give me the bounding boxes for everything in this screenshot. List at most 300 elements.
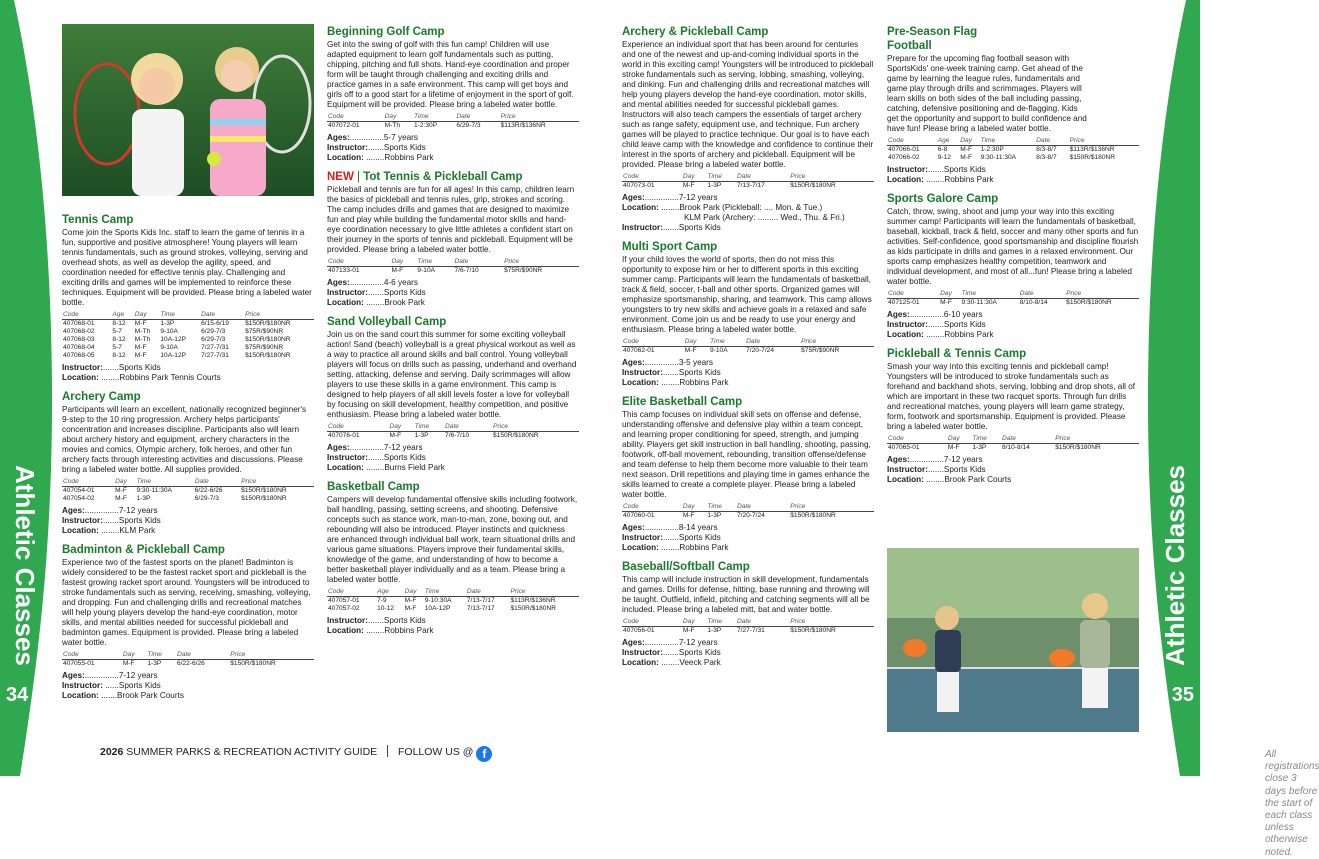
schedule-header-cell: Day: [390, 258, 416, 267]
schedule-table: [622, 618, 874, 635]
schedule-cell: 407057-02: [328, 605, 360, 613]
schedule-cell: 9-12: [937, 154, 951, 162]
right-column-1: [622, 18, 874, 668]
pickleball-kids-photo: [887, 548, 1139, 732]
schedule-cell: 9:30-11:30A: [961, 299, 997, 307]
schedule-header-cell: Price: [510, 588, 579, 597]
class-description: This camp focuses on individual skill sets on offense and defense, understanding offensive and defensive play within a team concept, and learning proper conditioning for speed, strength, and jumping ability. Players get skill instruction in ball handling, shooting, passing, footwork, off-ball movement, rebounding, transition offense/defense and team defense to help them become more valuable to their team next season. Drill repetitions and playing time in games enhance the skills learned to create a complete player. Please bring a labeled water bottle.: [622, 410, 871, 500]
schedule-header-cell: Age: [111, 311, 133, 320]
schedule-cell: $150R/$180NR: [241, 495, 287, 503]
schedule-table: [887, 137, 1139, 162]
schedule-cell: M-F: [682, 182, 695, 190]
location-line: Location: ........Robbins Park: [327, 153, 434, 163]
schedule-row: [887, 444, 1139, 453]
class-title: Badminton & Pickleball Camp: [62, 544, 225, 557]
schedule-header-cell: Price: [244, 311, 314, 320]
schedule-cell: 9:30-11:30A: [980, 154, 1017, 162]
schedule-header-cell: Day: [682, 618, 707, 627]
schedule-cell: 407066-01: [888, 146, 920, 154]
ages-line: Ages:...............7-12 years: [62, 671, 158, 681]
schedule-cell: 8-12: [112, 352, 126, 360]
schedule-header-cell: Day: [947, 435, 972, 444]
schedule-cell: 1-2:30P: [414, 122, 438, 130]
schedule-cell: $150R/$180NR: [1055, 444, 1101, 452]
schedule-cell: 8-12: [112, 336, 126, 344]
schedule-table: [62, 651, 314, 668]
class-description: If your child loves the world of sports, then do not miss this opportunity to expose him or her to different sports in this exciting summer camp. Participants will learn the fundamentals of basketball, track & field, soccer, t-ball and other sports. Organized games will emphasize sportsmanship, sharing, and teamwork. This camp allows youngsters to try new skills and achieve goals in a relaxed and safe environment. Come join us and be ready to use your energy and enthusiasm. Please bring a labeled water bottle.: [622, 255, 872, 335]
class-description: Experience an individual sport that has been around for centuries and one of the newest and up-and-coming individual sports in the world in this exciting camp! Youngsters will be introduced to pickleball stroke fundamentals such as serving, lobbing, smashing, volleying, and dinking. Fun and challenging drills and recreational matches will help young players develop the hand-eye coordination, motor skills, and mental abilities needed for successful pickleball games. Instructors will also teach campers the essentials of target archery such as range safety, equipment use, and technique. Fun archery games will be played to practice technique. Our goal is to have each child leave camp with the knowledge and confidence to continue their interest in the sports of archery and pickleball. Equipment will be provided. Please bring a labeled water bottle.: [622, 40, 874, 170]
schedule-header-cell: Time: [424, 588, 466, 597]
schedule-header-cell: Day: [684, 338, 709, 347]
side-title: Athletic Classes: [1160, 465, 1190, 666]
schedule-row: [622, 347, 874, 356]
schedule-cell: M-F: [682, 512, 695, 520]
class-description: Catch, throw, swing, shoot and jump your way into this exciting summer camp! Participants will learn the fundamentals of basketball, baseball, kickball, track & field, soccer and many other sports and fun activities. Self-confidence, good sportsmanship and discipline flourish as kids participate in drills and games in a relaxed environment. Our sports camp emphasizes healthy competition, teamwork and individual development, and most of all...fun! Please bring a labeled water bottle.: [887, 207, 1139, 287]
schedule-cell: 7-9: [377, 597, 387, 605]
location-line: Location: ........KLM Park: [62, 526, 156, 536]
schedule-cell: 10A-12P: [160, 336, 187, 344]
location-line: Location: ........Burns Field Park: [327, 463, 445, 473]
schedule-cell: $113R/$136NR: [510, 597, 556, 605]
schedule-cell: 9-10A: [160, 344, 178, 352]
class-title: Archery & Pickleball Camp: [622, 26, 769, 38]
footer: [100, 745, 492, 762]
ages-line: Ages:...............7-12 years: [622, 193, 718, 203]
schedule-row: [62, 487, 314, 496]
schedule-cell: 7/13-7/17: [736, 182, 765, 190]
schedule-cell: M-F: [682, 627, 695, 635]
schedule-cell: $75R/$90NR: [245, 328, 284, 336]
schedule-header-cell: Code: [327, 258, 390, 267]
class-title: Basketball Camp: [327, 481, 420, 494]
page-number: 34: [6, 684, 29, 706]
schedule-row: [327, 267, 579, 276]
ages-line: Ages:...............3-5 years: [622, 358, 714, 368]
schedule-header-cell: Code: [327, 423, 388, 432]
schedule-header-cell: Code: [62, 478, 114, 487]
schedule-cell: 407068-02: [63, 328, 95, 336]
instructor-line: Instructor:.......Sports Kids: [887, 320, 986, 330]
schedule-cell: $150R/$180NR: [790, 512, 836, 520]
class-title: Beginning Golf Camp: [327, 26, 445, 38]
schedule-header-cell: Price: [492, 423, 579, 432]
schedule-header-cell: Date: [745, 338, 800, 347]
schedule-header-cell: Day: [682, 503, 707, 512]
schedule-header-cell: Code: [327, 113, 384, 122]
schedule-cell: M-F: [391, 267, 404, 275]
schedule-header-cell: Code: [887, 137, 937, 146]
schedule-header-cell: Code: [622, 173, 682, 182]
schedule-header-cell: Day: [404, 588, 424, 597]
schedule-cell: $150R/$180NR: [230, 660, 276, 668]
schedule-header-row: [62, 651, 314, 660]
schedule-cell: M-F: [134, 320, 147, 328]
schedule-cell: 407066-02: [888, 154, 920, 162]
class-title: Elite Basketball Camp: [622, 396, 743, 409]
schedule-cell: 7/13-7/17: [466, 605, 495, 613]
schedule-cell: 407056-01: [623, 627, 655, 635]
ages-line: Ages:...............7-12 years: [887, 455, 983, 465]
schedule-cell: M-F: [684, 347, 697, 355]
class-description: This camp will include instruction in skill development, fundamentals and games. Drills for defense, hitting, base running and throwing will be taught. Outfield, infield, pitching and catching segments will all be included. Please bring a labeled mitt, bat and water bottle.: [622, 575, 870, 615]
schedule-row: [887, 299, 1139, 308]
schedule-table: [327, 113, 579, 130]
footer-guide: SUMMER PARKS & RECREATION ACTIVITY GUIDE: [126, 746, 378, 758]
left-column-2: [327, 18, 579, 636]
schedule-header-cell: Day: [388, 423, 413, 432]
facebook-icon[interactable]: f: [476, 746, 492, 762]
schedule-cell: 407072-01: [328, 122, 360, 130]
class-description: Participants will learn an excellent, nationally recognized beginner's 9-step to the 10 ring progression. Archery helps participants' concentration and increases discipline. Participants also will learn about archery history and equipment, archery characters in the movies and comics, Olympic archery, folk heroes, and other fun archery facts through interesting activities and discussions. Please bring a labeled water bottle. All supplies provided.: [62, 405, 307, 475]
photo-illustration: [62, 24, 314, 196]
ages-line: Ages:...............7-12 years: [62, 506, 158, 516]
schedule-header-cell: Day: [939, 290, 960, 299]
schedule-cell: 1-3P: [707, 182, 722, 190]
photo-illustration: [887, 548, 1139, 732]
instructor-line: Instructor:.......Sports Kids: [887, 465, 986, 475]
schedule-header-cell: Code: [622, 338, 684, 347]
schedule-cell: $150R/$180NR: [790, 627, 836, 635]
schedule-cell: 407073-01: [623, 182, 655, 190]
schedule-header-cell: Age: [937, 137, 960, 146]
schedule-table: [622, 503, 874, 520]
schedule-row: [62, 344, 314, 352]
schedule-table: [622, 338, 874, 355]
schedule-header-cell: Time: [961, 290, 1019, 299]
schedule-cell: 8/3-8/7: [1036, 154, 1057, 162]
schedule-cell: 407065-01: [888, 444, 920, 452]
schedule-header-cell: Time: [416, 258, 453, 267]
schedule-cell: 6-8: [937, 146, 948, 154]
schedule-header-row: [327, 588, 579, 597]
schedule-header-cell: Price: [789, 503, 874, 512]
instructor-line: Instructor:.......Sports Kids: [327, 453, 426, 463]
schedule-cell: 407054-02: [63, 495, 95, 503]
schedule-cell: 7/27-7/31: [201, 352, 229, 360]
schedule-header-cell: Price: [800, 338, 874, 347]
schedule-row: [327, 597, 579, 606]
schedule-row: [622, 182, 874, 191]
class-description: Smash your way into this exciting tennis and pickleball camp! Youngsters will be introduced to stroke fundamentals such as forehand and backhand shots, serving, lobbing and drop shots, all of which are important in these two racquet sports. Through fun drills and recreational matches, young players will learn game strategy, form, footwork and sportsmanship. Equipment is provided. Please bring a labeled water bottle.: [887, 362, 1136, 432]
schedule-header-cell: Time: [980, 137, 1036, 146]
schedule-cell: 7/27-7/31: [736, 627, 765, 635]
schedule-header-cell: Code: [887, 435, 947, 444]
instructor-line: Instructor:.......Sports Kids: [327, 288, 426, 298]
schedule-cell: 8/10-8/14: [1019, 299, 1048, 307]
schedule-header-cell: Time: [706, 173, 736, 182]
schedule-header-cell: Price: [789, 173, 874, 182]
schedule-cell: 1-3P: [160, 320, 175, 328]
instructor-line: Instructor:.......Sports Kids: [622, 223, 721, 233]
schedule-header-cell: Price: [229, 651, 314, 660]
schedule-cell: 407057-01: [328, 597, 360, 605]
schedule-cell: 7/20-7/24: [746, 347, 774, 355]
class-title: Archery Camp: [62, 391, 141, 404]
schedule-cell: 7/20-7/24: [736, 512, 765, 520]
schedule-row: [622, 512, 874, 521]
schedule-cell: 1-3P: [147, 660, 162, 668]
schedule-cell: 7/27-7/31: [201, 344, 229, 352]
schedule-cell: M-F: [122, 660, 135, 668]
schedule-header-cell: Time: [146, 651, 176, 660]
schedule-header-cell: Code: [622, 618, 682, 627]
schedule-cell: 407068-04: [63, 344, 95, 352]
schedule-header-cell: Date: [736, 173, 789, 182]
instructor-line: Instructor:.......Sports Kids: [62, 516, 161, 526]
schedule-header-cell: Price: [240, 478, 314, 487]
schedule-header-cell: Date: [1001, 435, 1054, 444]
schedule-header-cell: Time: [414, 423, 444, 432]
schedule-row: [62, 336, 314, 344]
class-description: Get into the swing of golf with this fun camp! Children will use adapted equipment to learn golf fundamentals such as putting, chipping, pitching and full shots. Hand-eye coordination and proper form will be taught through challenging and exciting drills and practice games in a safe environment. This camp will get boys and girls off to a good start for a lifetime of enjoyment in the sport of golf. Equipment will be provided. Please bring a labeled water bottle.: [327, 40, 574, 110]
schedule-cell: M-F: [134, 344, 147, 352]
schedule-header-cell: Time: [706, 503, 736, 512]
new-badge: NEW: [327, 171, 354, 184]
schedule-cell: 407054-01: [63, 487, 95, 495]
schedule-cell: 407060-01: [623, 512, 655, 520]
location-line: Location: ........Robbins Park: [622, 378, 729, 388]
schedule-cell: 8/10-8/14: [1001, 444, 1030, 452]
schedule-cell: 1-3P: [136, 495, 151, 503]
schedule-header-cell: Date: [455, 113, 499, 122]
location-line: Location: ........Brook Park: [327, 298, 425, 308]
schedule-header-cell: Price: [503, 258, 579, 267]
schedule-row: [62, 328, 314, 336]
ages-line: Ages:...............7-12 years: [327, 443, 423, 453]
ages-line: Ages:...............4-6 years: [327, 278, 419, 288]
class-title: Sand Volleyball Camp: [327, 316, 447, 329]
schedule-header-cell: Date: [736, 618, 789, 627]
schedule-header-cell: Date: [1019, 290, 1065, 299]
schedule-cell: 9:30-11:30A: [136, 487, 172, 495]
instructor-line: Instructor:.......Sports Kids: [622, 368, 721, 378]
schedule-row: [62, 320, 314, 329]
schedule-row: [327, 122, 579, 131]
class-description: Prepare for the upcoming flag football season with SportsKids' one-week training camp. Get ahead of the game by learning the league rules, fundamentals and game play through drills and scrimmages. Players will learn skills on both sides of the ball including passing, catching, defensive positioning and de-flagging. Kids get the opportunity and support to build confidence and have fun! Please bring a labeled water bottle.: [887, 54, 1087, 134]
schedule-row: [62, 495, 314, 503]
schedule-header-cell: Time: [413, 113, 455, 122]
instructor-line: Instructor:.......Sports Kids: [622, 648, 721, 658]
location-line: Location: ........Brook Park (Pickleball: .... Mon. & Tue.): [622, 203, 823, 213]
schedule-table: [327, 588, 579, 613]
schedule-header-cell: Price: [1069, 137, 1139, 146]
schedule-header-cell: Code: [327, 588, 376, 597]
right-column-2: [887, 18, 1139, 485]
instructor-line: Instructor:.......Sports Kids: [327, 143, 426, 153]
schedule-cell: $150R/$180NR: [245, 352, 291, 360]
schedule-cell: 6/22-6/26: [176, 660, 205, 668]
schedule-header-row: [887, 435, 1139, 444]
class-title: Pickleball & Tennis Camp: [887, 348, 1027, 361]
schedule-header-row: [327, 113, 579, 122]
class-title: NEW | Tot Tennis & Pickleball Camp: [327, 171, 523, 184]
schedule-cell: $113R/$136NR: [1069, 146, 1115, 154]
schedule-header-row: [887, 290, 1139, 299]
instructor-line: Instructor:.......Sports Kids: [327, 616, 426, 626]
class-title: Multi Sport Camp: [622, 241, 718, 254]
class-description: Join us on the sand court this summer for some exciting volleyball action! Sand (beach) volleyball is a great physical workout as well as a way to practice all around skills and ball control. Young volleyball players will focus on drills such as passing, underhand and overhand setting, attacking, defense and serving. Daily scrimmages will allow players to use these skills in a game environment. This camp is designed to help players of all skill levels foster a love for volleyball by focusing on skill development, healthy competition, and positive enthusiasm. Please bring a labeled water bottle.: [327, 330, 577, 420]
schedule-cell: $75R/$90NR: [801, 347, 840, 355]
schedule-cell: M-Th: [384, 122, 401, 130]
schedule-header-cell: Code: [62, 651, 122, 660]
instructor-line: Instructor:.......Sports Kids: [887, 165, 986, 175]
schedule-cell: $150R/$180NR: [790, 182, 836, 190]
schedule-cell: 1-3P: [972, 444, 987, 452]
schedule-cell: 407068-03: [63, 336, 95, 344]
location-line: Location: ........Veeck Park: [622, 658, 721, 668]
location-line: Location: .......Brook Park Courts: [62, 691, 184, 701]
left-column-1: [62, 206, 314, 701]
schedule-header-cell: Date: [466, 588, 510, 597]
schedule-cell: 6/29-7/3: [194, 495, 219, 503]
schedule-header-cell: Day: [114, 478, 135, 487]
class-title: Pre-Season Flag Football: [887, 26, 978, 53]
location-line: Location: ........Robbins Park: [327, 626, 434, 636]
schedule-header-cell: Date: [176, 651, 229, 660]
schedule-header-cell: Time: [971, 435, 1001, 444]
schedule-header-cell: Price: [1054, 435, 1139, 444]
schedule-cell: 7/6-7/10: [454, 267, 479, 275]
schedule-cell: 9-10A: [417, 267, 436, 275]
schedule-cell: M-Th: [134, 336, 151, 344]
ages-line: Ages:...............6-10 years: [887, 310, 983, 320]
schedule-cell: M-Th: [134, 328, 151, 336]
class-description: Come join the Sports Kids Inc. staff to learn the game of tennis in a fun, supportive and positive atmosphere! Young players will learn tennis fundamentals, such as ground strokes, volleying, serving and overhead shots, as well as develop the agility, speed, and coordination needed for effective tennis play. Challenging and exciting drills and games will be implemented to reinforce these techniques. Equipment will be provided. Please bring a labeled water bottle.: [62, 228, 312, 308]
schedule-header-row: [622, 173, 874, 182]
schedule-cell: $150R/$180NR: [510, 605, 556, 613]
location-line: Location: ........Robbins Park Tennis Courts: [62, 373, 221, 383]
schedule-cell: M-F: [940, 299, 952, 307]
tennis-kids-photo: [62, 24, 314, 196]
footer-divider: [387, 745, 388, 757]
schedule-cell: M-F: [960, 154, 972, 162]
right-page: [600, 0, 1319, 858]
schedule-header-cell: Age: [376, 588, 404, 597]
registration-note: All registrations close 3 days before the start of each class unless otherwise noted.: [1265, 749, 1319, 858]
schedule-header-cell: Price: [789, 618, 874, 627]
schedule-table: [327, 423, 579, 440]
schedule-cell: 407125-01: [888, 299, 920, 307]
schedule-table: [887, 435, 1139, 452]
schedule-header-cell: Price: [500, 113, 579, 122]
class-title: Baseball/Softball Camp: [622, 561, 750, 574]
schedule-cell: 9-10A: [160, 328, 178, 336]
page-number: 35: [1171, 684, 1194, 706]
schedule-cell: 9-10:30A: [424, 597, 452, 605]
schedule-cell: $75R/$90NR: [245, 344, 284, 352]
instructor-line: Instructor:.......Sports Kids: [62, 363, 161, 373]
schedule-cell: 10A-12P: [424, 605, 451, 613]
schedule-table: [622, 173, 874, 190]
schedule-header-row: [327, 423, 579, 432]
schedule-header-cell: Day: [959, 137, 979, 146]
schedule-header-cell: Code: [62, 311, 111, 320]
schedule-header-row: [622, 338, 874, 347]
class-title: Sports Galore Camp: [887, 193, 999, 206]
schedule-cell: $150R/$180NR: [1066, 299, 1112, 307]
left-page: [0, 0, 600, 776]
location-line: Location: ........Robbins Park: [887, 330, 994, 340]
schedule-cell: M-F: [134, 352, 147, 360]
schedule-header-cell: Time: [136, 478, 194, 487]
instructor-line: Instructor: ......Sports Kids: [62, 681, 161, 691]
schedule-cell: $150R/$180NR: [245, 336, 291, 344]
schedule-cell: 6/29-7/3: [201, 336, 226, 344]
location-line: Location: ........Robbins Park: [887, 175, 994, 185]
location-line-2: KLM Park (Archery: ......... Wed., Thu. & Fri.): [684, 213, 845, 223]
schedule-cell: 7/6-7/10: [445, 432, 470, 440]
schedule-cell: 5-7: [112, 344, 122, 352]
schedule-cell: 8/3-8/7: [1036, 146, 1057, 154]
footer-year: 2026: [100, 746, 124, 758]
schedule-row: [887, 146, 1139, 155]
schedule-cell: $150R/$180NR: [245, 320, 291, 328]
schedule-header-row: [622, 618, 874, 627]
ages-line: Ages:...............7-12 years: [622, 638, 718, 648]
schedule-cell: $150R/$180NR: [241, 487, 287, 495]
schedule-cell: 8-12: [112, 320, 126, 328]
schedule-header-cell: Date: [444, 423, 492, 432]
schedule-row: [887, 154, 1139, 162]
class-description: Campers will develop fundamental offensive skills including footwork, ball handling, passing, setting screens, and shooting. Defensive concepts such as stance work, man-to-man, zone, boxing out, and rebounding will also be introduced. Player instincts and quickness are enhanced through individual ball work, team situational drills and various game situations. Players improve their fundamental skills, knowledge of the game, and understanding of how to become a better basketball player individually and as a team. Please bring a labeled water bottle.: [327, 495, 578, 585]
schedule-cell: 407055-01: [63, 660, 95, 668]
schedule-cell: 6/29-7/3: [456, 122, 481, 130]
schedule-cell: $113R/$136NR: [500, 122, 546, 130]
schedule-cell: M-F: [389, 432, 402, 440]
class-description: Experience two of the fastest sports on the planet! Badminton is widely considered to be the fastest racket sport and pickleball is the fastest growing racket sport around. Youngsters will be introduced to stroke fundamentals such as serving, receiving, smashing, volleying, and dropping. Fun and challenging drills and recreational matches will help young players develop the hand-eye coordination, motor skills, and mental abilities needed for successful pickleball and badminton games. Equipment is provided. Please bring a labeled water bottle.: [62, 558, 311, 648]
schedule-cell: 10A-12P: [160, 352, 187, 360]
schedule-cell: 407068-05: [63, 352, 95, 360]
schedule-cell: M-F: [960, 146, 972, 154]
location-line: Location: ........Brook Park Courts: [887, 475, 1012, 485]
schedule-cell: 7/13-7/17: [466, 597, 495, 605]
schedule-cell: $150R/$180NR: [493, 432, 539, 440]
schedule-table: [887, 290, 1139, 307]
schedule-cell: M-F: [404, 605, 417, 613]
ages-line: Ages:...............5-7 years: [327, 133, 419, 143]
schedule-row: [62, 352, 314, 360]
schedule-cell: 6/29-7/3: [201, 328, 226, 336]
schedule-cell: M-F: [404, 597, 417, 605]
schedule-cell: 10-12: [377, 605, 394, 613]
schedule-header-cell: Day: [682, 173, 707, 182]
schedule-header-row: [622, 503, 874, 512]
schedule-header-cell: Day: [134, 311, 160, 320]
schedule-cell: M-F: [115, 487, 127, 495]
schedule-header-cell: Day: [384, 113, 413, 122]
side-title: Athletic Classes: [10, 465, 40, 666]
schedule-cell: 1-2:30P: [980, 146, 1004, 154]
class-title: Tennis Camp: [62, 214, 134, 226]
schedule-cell: 407068-01: [63, 320, 95, 328]
schedule-cell: 1-3P: [414, 432, 429, 440]
instructor-line: Instructor:.......Sports Kids: [622, 533, 721, 543]
schedule-cell: 407076-01: [328, 432, 360, 440]
ages-line: Ages:...............8-14 years: [622, 523, 718, 533]
schedule-header-row: [62, 478, 314, 487]
location-line: Location: ........Robbins Park: [622, 543, 729, 553]
schedule-cell: 1-3P: [707, 627, 722, 635]
schedule-header-cell: Price: [1065, 290, 1139, 299]
schedule-table: [62, 478, 314, 503]
schedule-header-row: [327, 258, 579, 267]
schedule-table: [62, 311, 314, 360]
schedule-header-cell: Date: [454, 258, 504, 267]
schedule-header-cell: Date: [736, 503, 789, 512]
schedule-header-row: [887, 137, 1139, 146]
schedule-cell: 6/15-6/19: [201, 320, 229, 328]
schedule-cell: $150R/$180NR: [1069, 154, 1116, 162]
